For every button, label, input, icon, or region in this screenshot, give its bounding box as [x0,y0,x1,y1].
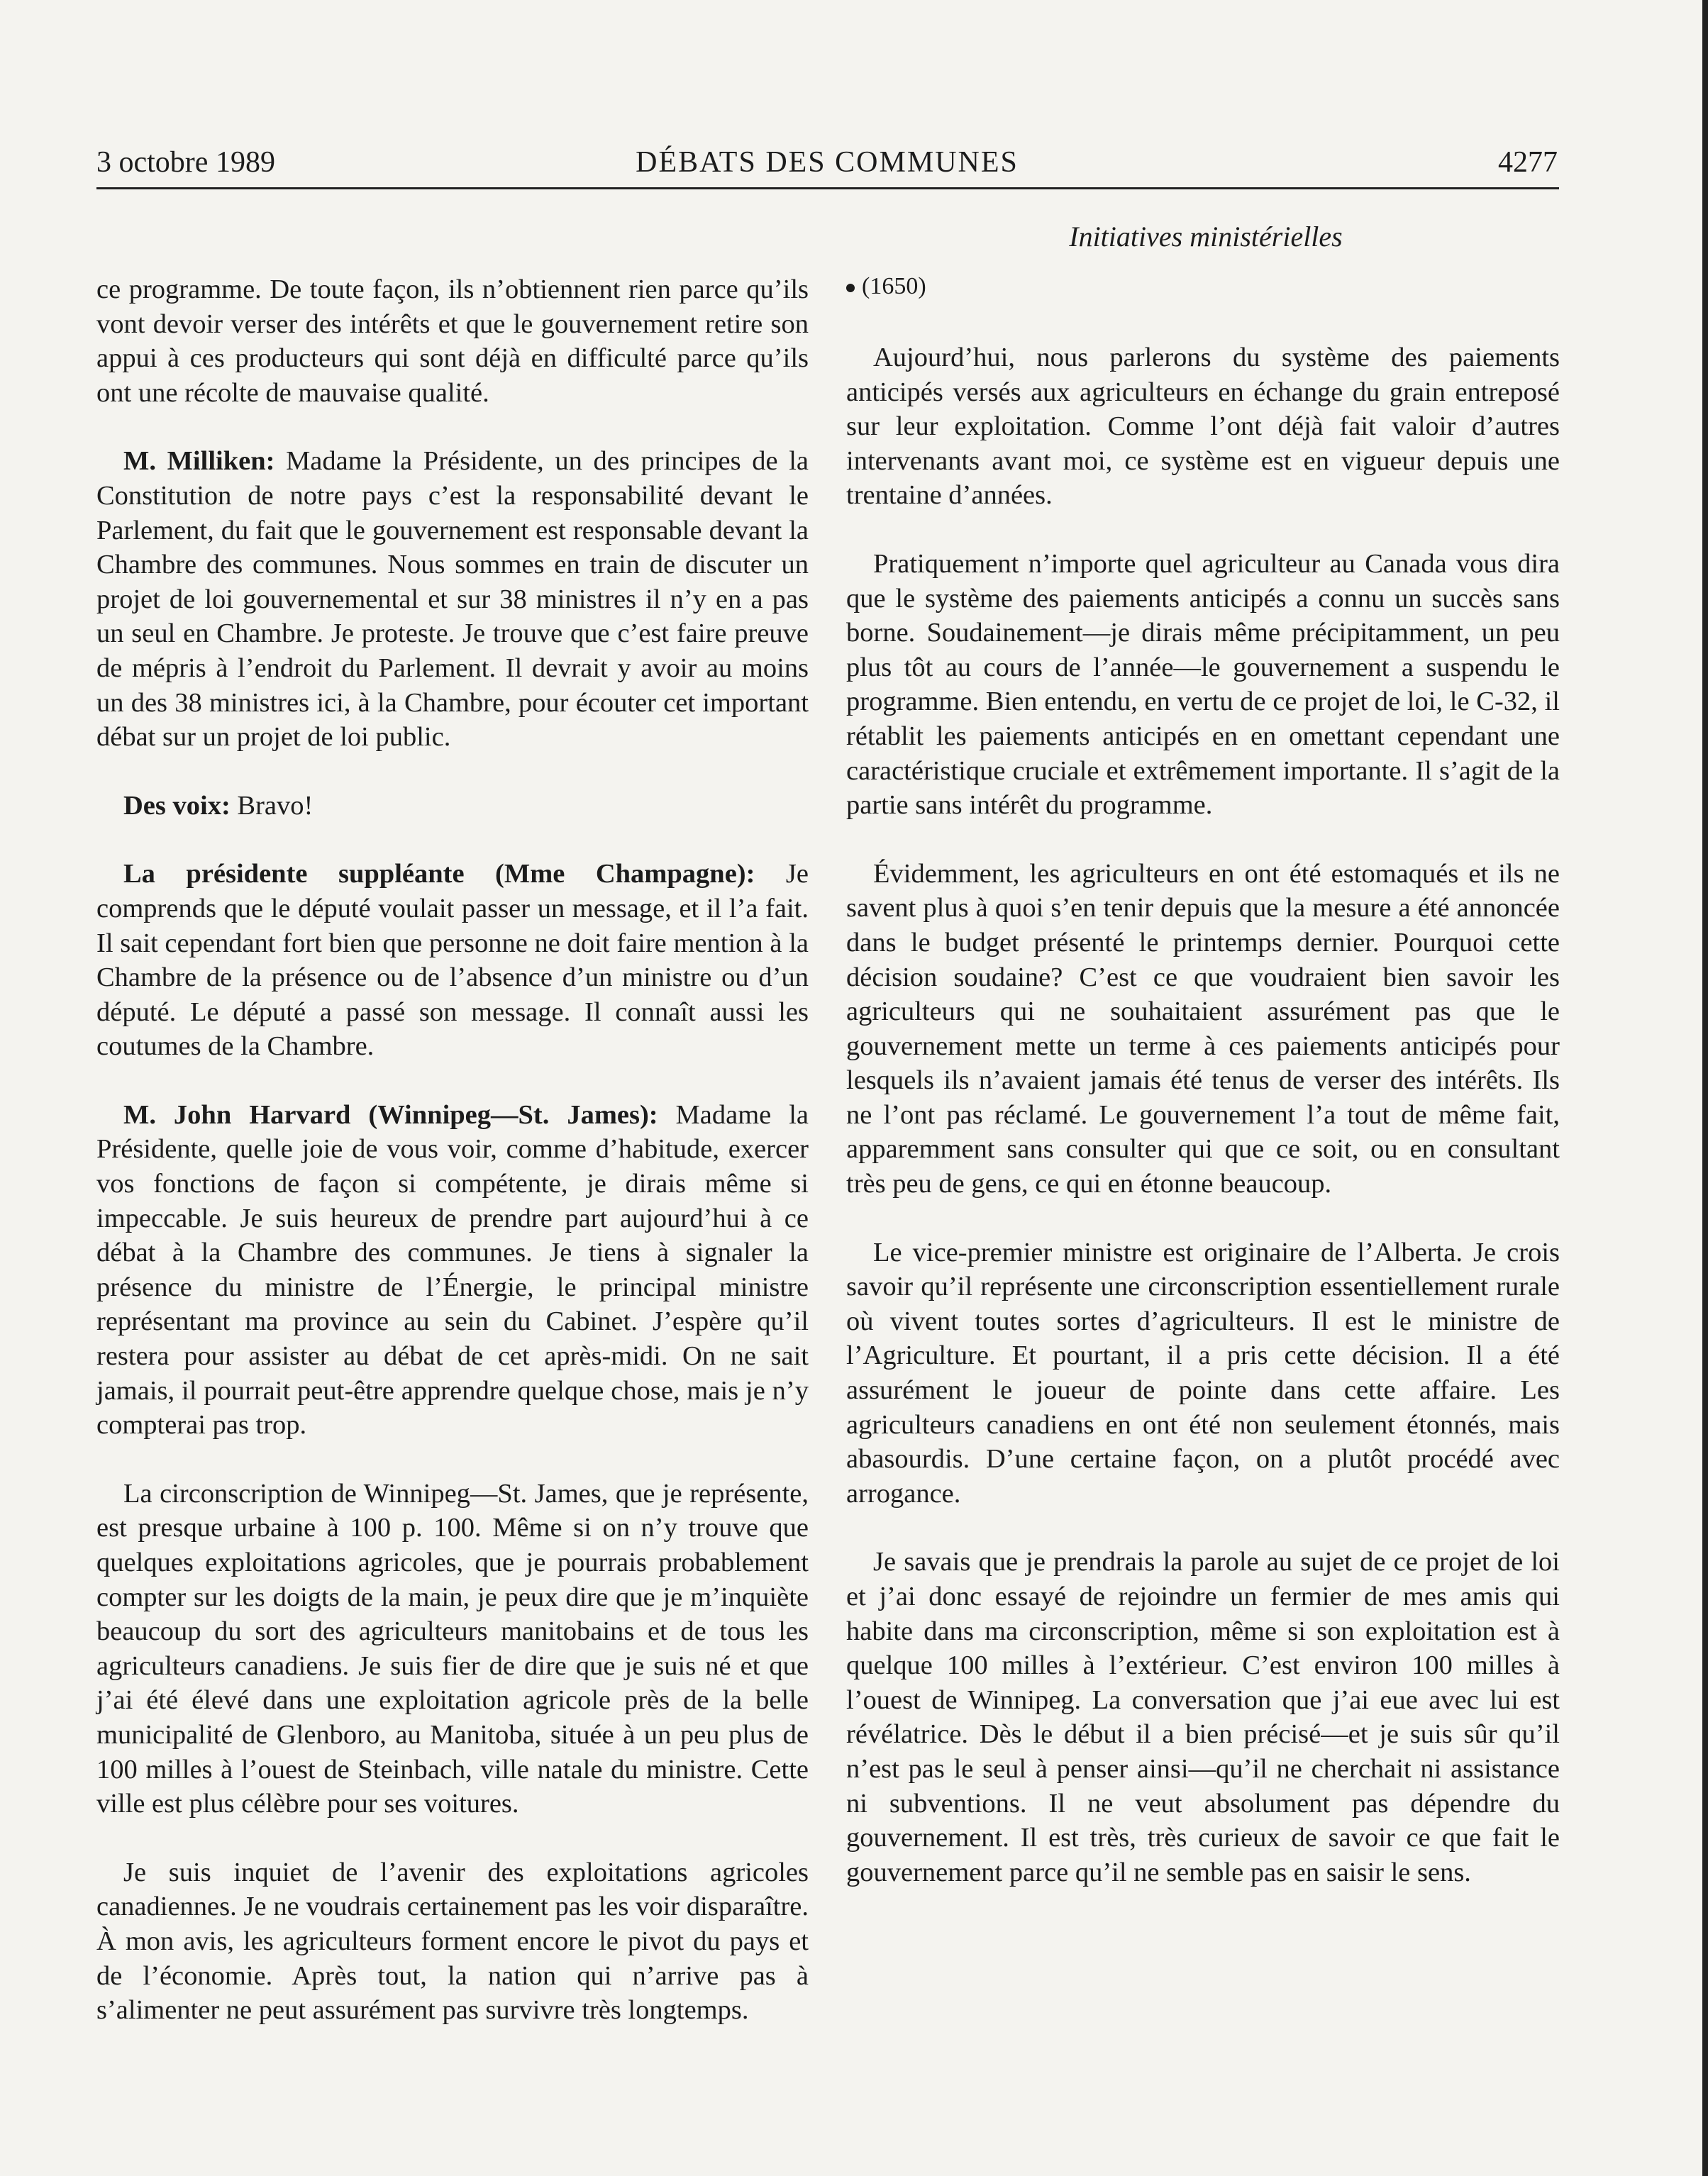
paragraph: Je suis inquiet de l’avenir des exploitations agricoles canadiennes. Je ne voudrais certainement pas les voir disparaître. À mon avis, les agriculteurs forment encore le pivot du pays et de l’économie. Après tout, la nation qui n’arrive pas à s’alimenter ne peut assurément pas survivre très longtemps. [96,1857,809,2026]
header-rule [96,187,1559,189]
paragraph: ce programme. De toute façon, ils n’obtiennent rien parce qu’ils vont devoir verser des intérêts et que le gouvernement retire son appui à ces producteurs qui sont déjà en difficulté parce qu’ils ont une récolte de mauvaise qualité. [96,274,809,408]
header-title: DÉBATS DES COMMUNES [636,146,1019,179]
speech-text: Je comprends que le député voulait passer un message, et il l’a fait. Il sait cependant fort bien que personne ne doit faire mention à la Chambre de la présence ou de l’absence d’un ministre ou d’un député. Le député a passé son message. Il connaît aussi les coutumes de la Chambre. [96,859,809,1062]
paragraph [96,444,809,754]
bullet-icon [846,284,855,292]
speech-text: Madame la Présidente, un des principes de la Constitution de notre pays c’est la responsabilité devant le Parlement, du fait que le gouvernement est responsable devant la Chambre des communes. Nous sommes en train de discuter un projet de loi gouvernemental et sur 38 ministres il n’y en a pas un seul en Chambre. Je proteste. Je trouve que c’est faire preuve de mépris à l’endroit du Parlement. Il devrait y avoir au moins un des 38 ministres ici, à la Chambre, pour écouter cet important débat sur un projet de loi public. [96,446,809,753]
paragraph: Évidemment, les agriculteurs en ont été estomaqués et ils ne savent plus à quoi s’en tenir depuis que la mesure a été annoncée dans le budget présenté le printemps dernier. Pourquoi cette décision soudaine? C’est ce que voudraient bien savoir les agriculteurs qui ne souhaitaient assurément pas que le gouvernement mette un terme à ces paiements anticipés pour lesquels ils n’avaient jamais été tenus de verser des intérêts. Ils ne l’ont pas réclamé. Le gouvernement l’a tout de même fait, apparemment sans consulter qui que ce soit, ou en consultant très peu de gens, ce qui en étonne beaucoup. [846,858,1560,1199]
speech-text: Bravo! [230,790,314,821]
running-header [96,145,1558,186]
paragraph: La circonscription de Winnipeg—St. James, que je représente, est presque urbaine à 100 p. 100. Même si on n’y trouve que quelques exploitations agricoles, que je pourrais probablement compter sur les doigts de la main, je peux dire que je m’inquiète beaucoup du sort des agriculteurs manitobains et de tous les agriculteurs canadiens. Je suis fier de dire que je suis né et que j’ai été élevé dans une exploitation agricole près de la belle municipalité de Glenboro, au Manitoba, située à un peu plus de 100 milles à l’ouest de Steinbach, ville natale du ministre. Cette ville est plus célèbre pour ses voitures. [96,1478,809,1819]
paragraph [96,1098,809,1443]
speech-text: Madame la Présidente, quelle joie de vous voir, comme d’habitude, exercer vos fonctions de façon si compétente, je dirais même si impeccable. Je suis heureux de prendre part aujourd’hui à ce débat à la Chambre des communes. Je tiens à signaler la présence du ministre de l’Énergie, le principal ministre représentant ma province au sein du Cabinet. J’espère qu’il restera pour assister au débat de cet après-midi. On ne sait jamais, il pourrait peut-être apprendre quelque chose, mais je n’y compterai pas trop. [96,1099,809,1441]
paragraph: Le vice-premier ministre est originaire de l’Alberta. Je crois savoir qu’il représente une circonscription essentiellement rurale où vivent toutes sortes d’agriculteurs. Il est le ministre de l’Agriculture. Et pourtant, il a pris cette décision. Il a été assurément le joueur de pointe dans cette affaire. Les agriculteurs canadiens en ont été non seulement étonnés, mais abasourdis. D’une certaine façon, on a plutôt procédé avec arrogance. [846,1237,1560,1509]
paragraph [96,789,809,823]
paragraph [96,857,809,1064]
time-marker-text: (1650) [862,273,926,299]
speaker-name: La présidente suppléante (Mme Champagne): [123,859,755,889]
paragraph: Pratiquement n’importe quel agriculteur au Canada vous dira que le système des paiements anticipés a connu un succès sans borne. Soudainement—je dirais même précipitamment, un peu plus tôt au cours de l’année—le gouvernement a suspendu le programme. Bien entendu, en vertu de ce projet de loi, le C-32, il rétablit les paiements anticipés en en omettant cependant une caractéristique cruciale et extrêmement importante. Il s’agit de la partie sans intérêt du programme. [846,548,1560,821]
speaker-name: M. Milliken: [123,446,275,477]
right-column [846,272,1560,1924]
header-date: 3 octobre 1989 [96,146,275,179]
time-marker [846,272,1560,301]
paragraph: Je savais que je prendrais la parole au sujet de ce projet de loi et j’ai donc essayé de rejoindre un fermier de mes amis qui habite dans ma circonscription, même si son exploitation est à quelque 100 milles à l’extérieur. C’est environ 100 milles à l’ouest de Winnipeg. La conversation que j’ai eue avec lui est révélatrice. Dès le début il a bien précisé—et je suis sûr qu’il n’est pas le seul à penser ainsi—qu’il ne cherchait ni assistance ni subventions. Il ne veut absolument pas dépendre du gouvernement. Il est très, très curieux de savoir ce que fait le gouvernement parce qu’il ne semble pas en saisir le sens. [846,1547,1560,1887]
left-column [96,272,809,2062]
paragraph: Aujourd’hui, nous parlerons du système des paiements anticipés versés aux agriculteurs en échange du grain entreposé sur leur exploitation. Comme l’ont déjà fait valoir d’autres intervenants avant moi, ce système est en vigueur depuis une trentaine d’années. [846,343,1560,511]
section-label: Initiatives ministérielles [1069,221,1343,252]
page-number: 4277 [1498,146,1558,179]
speaker-name: Des voix: [123,790,231,821]
speaker-name: M. John Harvard (Winnipeg—St. James): [123,1099,658,1130]
